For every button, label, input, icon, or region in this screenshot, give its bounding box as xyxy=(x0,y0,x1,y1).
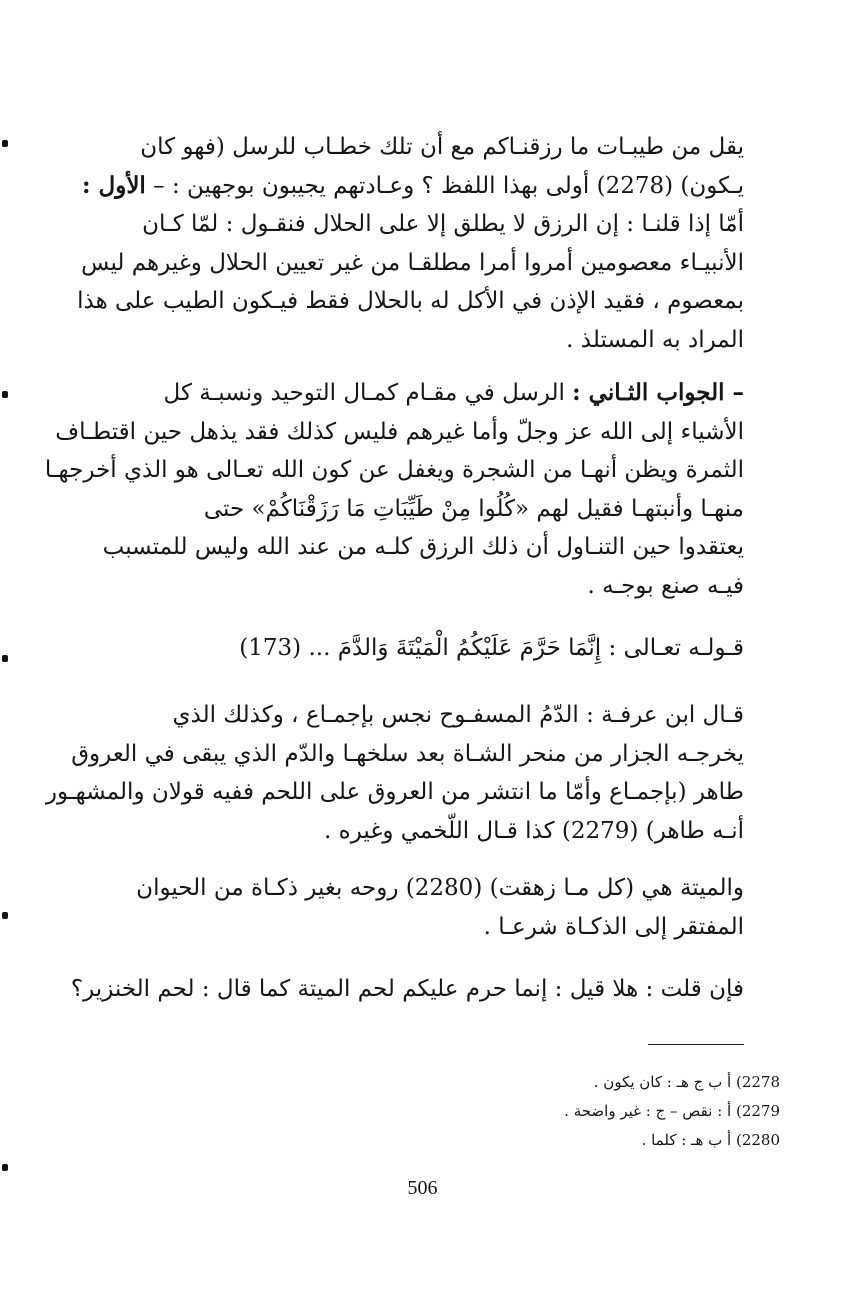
paragraph-1 xyxy=(77,128,744,359)
footnote-separator xyxy=(648,1044,744,1045)
text-line: الأنبيـاء معصومين أمروا أمرا مطلقـا من غير تعيين الحلال وغيرهم ليس xyxy=(81,249,744,276)
page-number: 506 xyxy=(407,1177,438,1199)
margin-mark xyxy=(2,655,8,662)
text-line: الثمرة ويظن أنهـا من الشجرة ويغفل عن كون الله تعـالى هو الذي أخرجهـا xyxy=(44,457,744,483)
text-run: الرسل في مقـام كمـال التوحيد ونسبـة كل xyxy=(163,380,565,406)
text-line: المراد به المستلذ . xyxy=(566,326,744,353)
paragraph-3 xyxy=(104,629,744,668)
text-run: يـكون) (2278) أولى بهذا اللفظ ؟ وعـادتهم يجيبون بوجهين : – xyxy=(153,172,744,199)
footnote: 2278) أ ب ج هـ : كان يكون . xyxy=(593,1073,780,1091)
margin-mark xyxy=(2,140,8,147)
margin-mark xyxy=(2,912,8,919)
text-line: المفتقر إلى الذكـاة شرعـا . xyxy=(483,913,744,940)
footnote: 2280) أ ب هـ : كلما . xyxy=(641,1131,780,1149)
text-line xyxy=(104,374,744,413)
text-line: قـولـه تعـالى : إِنَّمَا حَرَّمَ عَلَيْكُمُ الْمَيْتَةَ وَالدَّمَ ... (173) xyxy=(239,635,744,661)
paragraph-5 xyxy=(104,869,744,946)
margin-mark xyxy=(2,391,8,398)
bold-heading: – الجواب الثـاني : xyxy=(572,379,744,406)
text-line: يخرجـه الجزار من منحر الشـاة بعد سلخهـا والدّم الذي يبقى في العروق xyxy=(71,740,744,767)
text-line: بمعصوم ، فقيد الإذن في الأكل له بالحلال فقط فيـكون الطيب على هذا xyxy=(77,288,744,314)
text-line: والميتة هي (كل مـا زهقت) (2280) روحه بغير ذكـاة من الحيوان xyxy=(136,875,744,901)
text-line xyxy=(82,167,744,206)
bold-heading: الأول : xyxy=(82,171,146,199)
text-line: طاهر (بإجمـاع وأمّا ما انتشر من العروق على اللحم ففيه قولان والمشهـور xyxy=(45,779,744,805)
text-line: منهـا وأنبتهـا فقيل لهم «كُلُوا مِنْ طَيِّبَاتِ مَا رَزَقْنَاكُمْ» حتى xyxy=(203,495,744,522)
text-line: الأشياء إلى الله عز وجلّ وأما غيرهم فليس كذلك فقد يذهل حين اقتطـاف xyxy=(55,418,744,445)
text-line: قـال ابن عرفـة : الدّمُ المسفـوح نجس بإجمـاع ، وكذلك الذي xyxy=(172,702,744,728)
text-line: يعتقدوا حين التنـاول أن ذلك الرزق كلـه من عند الله وليس للمتسبب xyxy=(102,534,744,560)
text-line: أنـه طاهر) (2279) كذا قـال اللّخمي وغيره . xyxy=(324,817,744,844)
text-line: أمّا إذا قلنـا : إن الرزق لا يطلق إلا على الحلال فنقـول : لمّا كـان xyxy=(142,211,744,237)
margin-mark xyxy=(2,1164,8,1171)
text-line: فيـه صنع بوجـه . xyxy=(587,572,744,599)
paragraph-4 xyxy=(45,696,744,850)
footnotes xyxy=(380,1068,780,1155)
footnote: 2279) أ : نقص – ج : غير واضحة . xyxy=(564,1102,780,1120)
paragraph-2 xyxy=(44,374,744,605)
paragraph-6 xyxy=(70,970,744,1009)
text-line: فإن قلت : هلا قيل : إنما حرم عليكم لحم الميتة كما قال : لحم الخنزير؟ xyxy=(70,976,744,1002)
text-line: يقل من طيبـات ما رزقنـاكم مع أن تلك خطـاب للرسل (فهو كان xyxy=(140,134,744,160)
